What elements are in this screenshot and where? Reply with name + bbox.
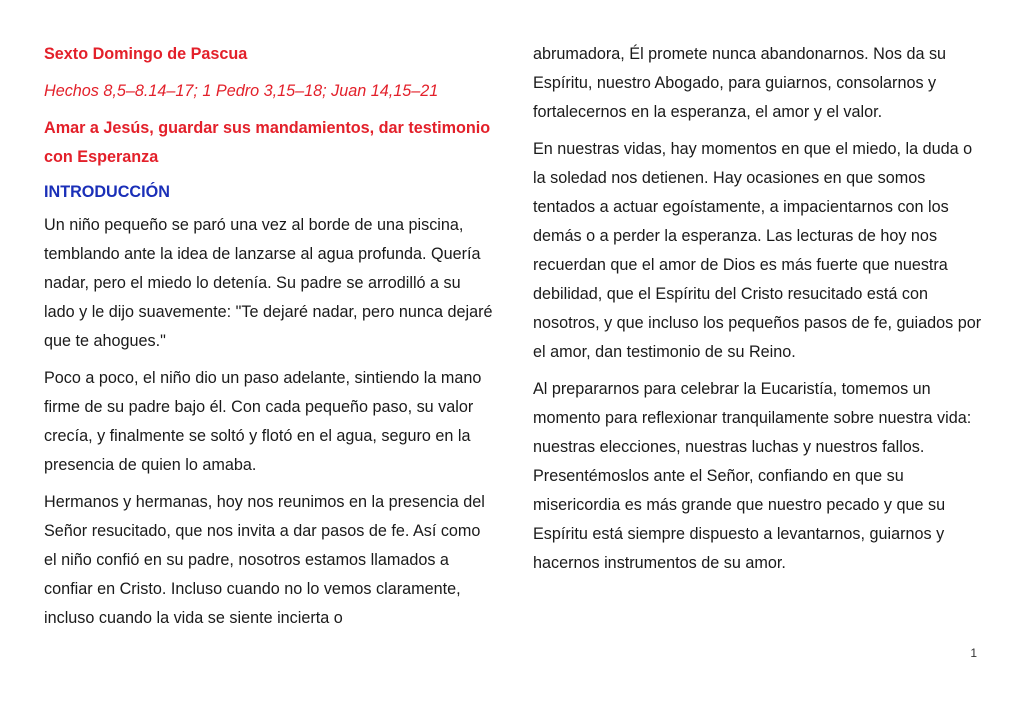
paragraph: abrumadora, Él promete nunca abandonarnos. Nos da su Espíritu, nuestro Abogado, para guiarnos, consolarnos y fortalecernos en la esperanza, el amor y el valor. <box>533 45 947 121</box>
left-column <box>44 40 494 641</box>
paragraph: Un niño pequeño se paró una vez al borde de una piscina, temblando ante la idea de lanzarse al agua profunda. Quería nadar, pero el miedo lo detenía. Su padre se arrodilló a su lado y le dijo suavemente: "Te dejaré nadar, pero nunca dejaré que te ahogues." <box>44 216 493 350</box>
document-subtitle: Amar a Jesús, guardar sus mandamientos, dar testimonio con Esperanza <box>44 119 491 166</box>
scripture-references: Hechos 8,5–8.14–17; 1 Pedro 3,15–18; Juan 14,15–21 <box>44 82 439 100</box>
paragraph: En nuestras vidas, hay momentos en que el miedo, la duda o la soledad nos detienen. Hay ocasiones en que somos tentados a actuar egoístamente, a impacientarnos con los demás o a perder la esperanza. Las lecturas de hoy nos recuerdan que el amor de Dios es más fuerte que nuestra debilidad, que el Espíritu del Cristo resucitado está con nosotros, y que incluso los pequeños pasos de fe, guiados por el amor, dan testimonio de su Reino. <box>533 140 982 361</box>
document-title: Sexto Domingo de Pascua <box>44 45 248 63</box>
section-heading-introduccion: INTRODUCCIÓN <box>44 183 170 201</box>
page-number: 1 <box>970 646 977 660</box>
paragraph: Al prepararnos para celebrar la Eucaristía, tomemos un momento para reflexionar tranquilamente sobre nuestra vida: nuestras elecciones, nuestras luchas y nuestros fallos. Presentémoslos ante el Señor, confiando en que su misericordia es más grande que nuestro pecado y que su Espíritu está siempre dispuesto a levantarnos, guiarnos y hacernos instrumentos de su amor. <box>533 380 972 572</box>
paragraph: Hermanos y hermanas, hoy nos reunimos en la presencia del Señor resucitado, que nos invita a dar pasos de fe. Así como el niño confió en su padre, nosotros estamos llamados a confiar en Cristo. Incluso cuando no lo vemos claramente, incluso cuando la vida se siente incierta o <box>44 493 485 627</box>
paragraph: Poco a poco, el niño dio un paso adelante, sintiendo la mano firme de su padre bajo él. Con cada pequeño paso, su valor crecía, y finalmente se soltó y flotó en el agua, seguro en la presencia de quien lo amaba. <box>44 369 482 474</box>
right-column <box>533 40 983 586</box>
